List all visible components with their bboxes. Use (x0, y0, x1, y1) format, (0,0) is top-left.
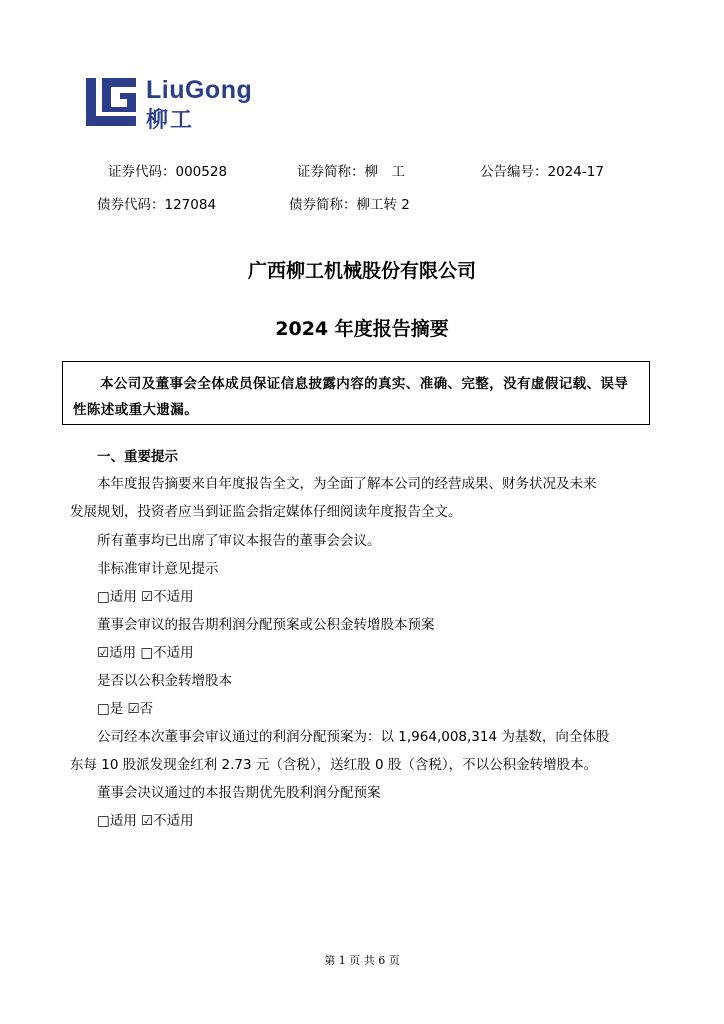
page-number: 第 1 页 共 6 页 (324, 954, 400, 967)
paragraph-line: 东每 10 股派发现金红利 2.73 元（含税），送红股 0 股（含税），不以公积金转增股本。 (70, 757, 598, 773)
bond-code: 债券代码：127084 (97, 197, 217, 213)
question-label: 是否以公积金转增股本 (97, 673, 232, 689)
checkbox-options: ☑适用 □不适用 (97, 645, 194, 661)
paragraph-line: 所有董事均已出席了审议本报告的董事会会议。 (97, 533, 381, 549)
question-label: 非标准审计意见提示 (97, 561, 219, 577)
paragraph-line: 发展规划，投资者应当到证监会指定媒体仔细阅读年度报告全文。 (70, 504, 462, 520)
company-title: 广西柳工机械股份有限公司 (247, 260, 476, 282)
stock-code: 证券代码：000528 (108, 164, 228, 180)
announcement-number: 公告编号：2024-17 (480, 164, 604, 180)
checkbox-options: □适用 ☑不适用 (97, 813, 194, 829)
paragraph-line: 本年度报告摘要来自年度报告全文，为全面了解本公司的经营成果、财务状况及未来 (97, 476, 597, 492)
bond-abbreviation: 债券简称：柳工转 2 (289, 197, 410, 213)
logo-english-text: LiuGong (146, 76, 253, 104)
report-title: 2024 年度报告摘要 (275, 318, 449, 340)
liugong-logo (84, 76, 294, 133)
stock-abbreviation: 证券简称：柳 工 (297, 164, 405, 180)
question-label: 董事会审议的报告期利润分配预案或公积金转增股本预案 (97, 617, 435, 633)
disclosure-notice-text: 本公司及董事会全体成员保证信息披露内容的真实、准确、完整，没有虚假记载、误导性陈述或重大遗漏。 (73, 376, 629, 418)
disclosure-notice-box (62, 361, 650, 425)
paragraph-line: 公司经本次董事会审议通过的利润分配预案为：以 1,964,008,314 为基数，向全体股 (97, 729, 610, 745)
logo-chinese-text: 柳工 (146, 108, 195, 133)
checkbox-options: □适用 ☑不适用 (97, 589, 194, 605)
section-heading: 一、重要提示 (97, 449, 178, 465)
liugong-emblem-icon (84, 76, 138, 128)
checkbox-options: □是 ☑否 (97, 701, 154, 717)
question-label: 董事会决议通过的本报告期优先股利润分配预案 (97, 785, 381, 801)
